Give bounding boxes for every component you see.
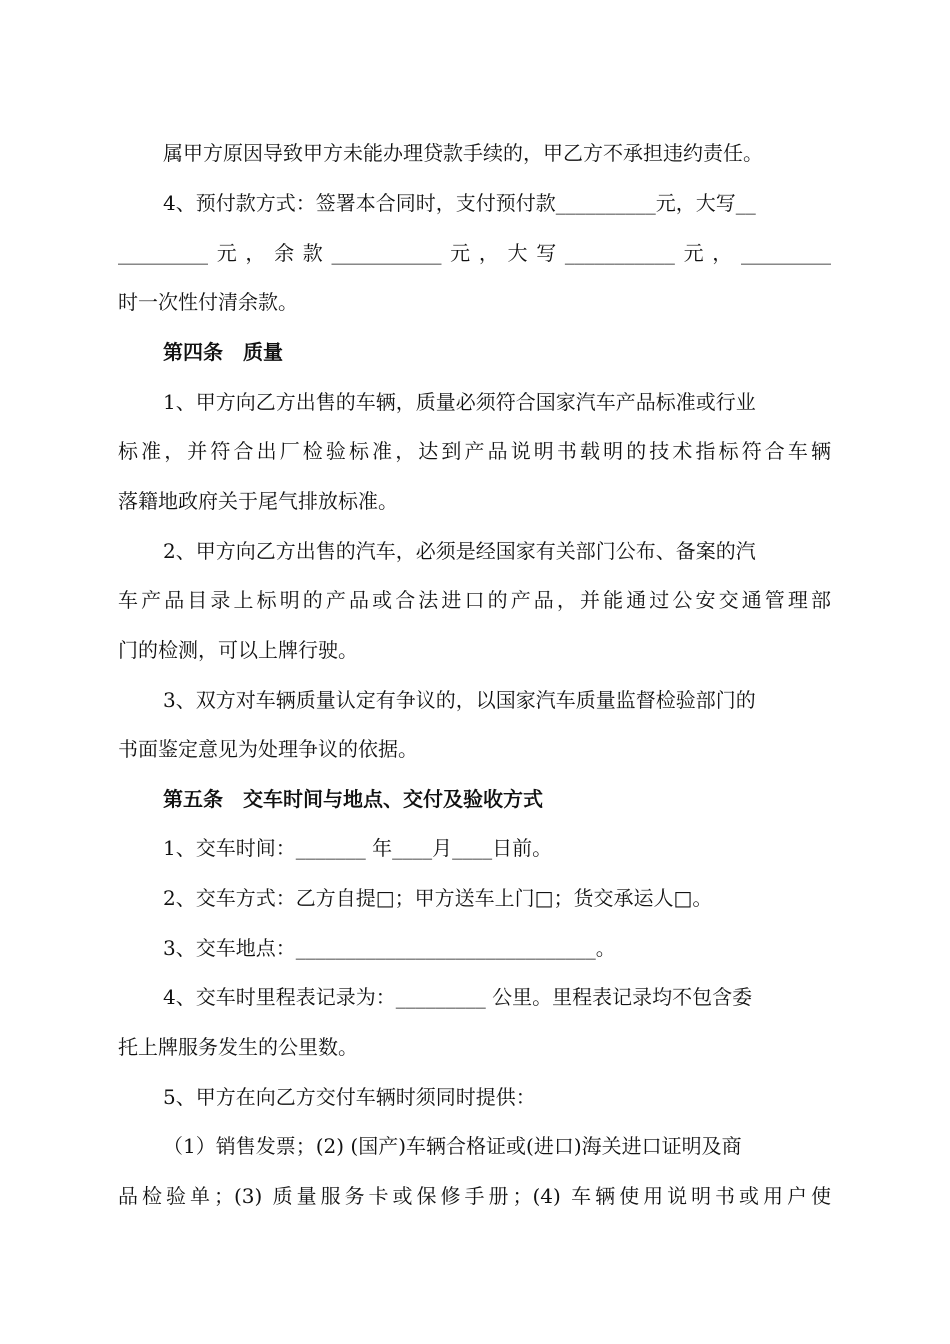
paragraph-line: （1）销售发票；(2) (国产)车辆合格证或(进口)海关进口证明及商 bbox=[163, 1134, 742, 1158]
paragraph-line: 属甲方原因导致甲方未能办理贷款手续的，甲乙方不承担违约责任。 bbox=[163, 141, 763, 165]
paragraph-line: 3、双方对车辆质量认定有争议的，以国家汽车质量监督检验部门的 bbox=[163, 688, 756, 712]
paragraph-line: 书面鉴定意见为处理争议的依据。 bbox=[118, 737, 418, 761]
paragraph-line: 门的检测，可以上牌行驶。 bbox=[118, 638, 358, 662]
paragraph-line: 4、预付款方式：签署本合同时，支付预付款__________元，大写__ bbox=[163, 191, 756, 215]
section-heading-article5: 第五条 交车时间与地点、交付及验收方式 bbox=[163, 787, 543, 811]
paragraph-line: 1、交车时间：_______ 年____月____日前。 bbox=[163, 836, 553, 860]
paragraph-line: 2、甲方向乙方出售的汽车，必须是经国家有关部门公布、备案的汽 bbox=[163, 539, 756, 563]
paragraph-line: 3、交车地点：______________________________。 bbox=[163, 936, 616, 960]
paragraph-line: 车产品目录上标明的产品或合法进口的产品，并能通过公安交通管理部 bbox=[118, 588, 831, 612]
paragraph-line: 托上牌服务发生的公里数。 bbox=[118, 1035, 358, 1059]
paragraph-line: 1、甲方向乙方出售的车辆，质量必须符合国家汽车产品标准或行业 bbox=[163, 390, 756, 414]
paragraph-line: 落籍地政府关于尾气排放标准。 bbox=[118, 489, 398, 513]
paragraph-line: 5、甲方在向乙方交付车辆时须同时提供： bbox=[163, 1085, 536, 1109]
paragraph-line: 品检验单；(3) 质量服务卡或保修手册；(4) 车辆使用说明书或用户使 bbox=[118, 1184, 831, 1208]
paragraph-line: 标准，并符合出厂检验标准，达到产品说明书载明的技术指标符合车辆 bbox=[118, 439, 831, 463]
paragraph-line: _________元，余款___________元，大写___________元，_________ bbox=[118, 241, 831, 265]
paragraph-line: 2、交车方式：乙方自提□；甲方送车上门□；货交承运人□。 bbox=[163, 886, 713, 910]
section-heading-article4: 第四条 质量 bbox=[163, 340, 283, 364]
paragraph-line: 时一次性付清余款。 bbox=[118, 290, 298, 314]
paragraph-line: 4、交车时里程表记录为：_________ 公里。里程表记录均不包含委 bbox=[163, 985, 753, 1009]
